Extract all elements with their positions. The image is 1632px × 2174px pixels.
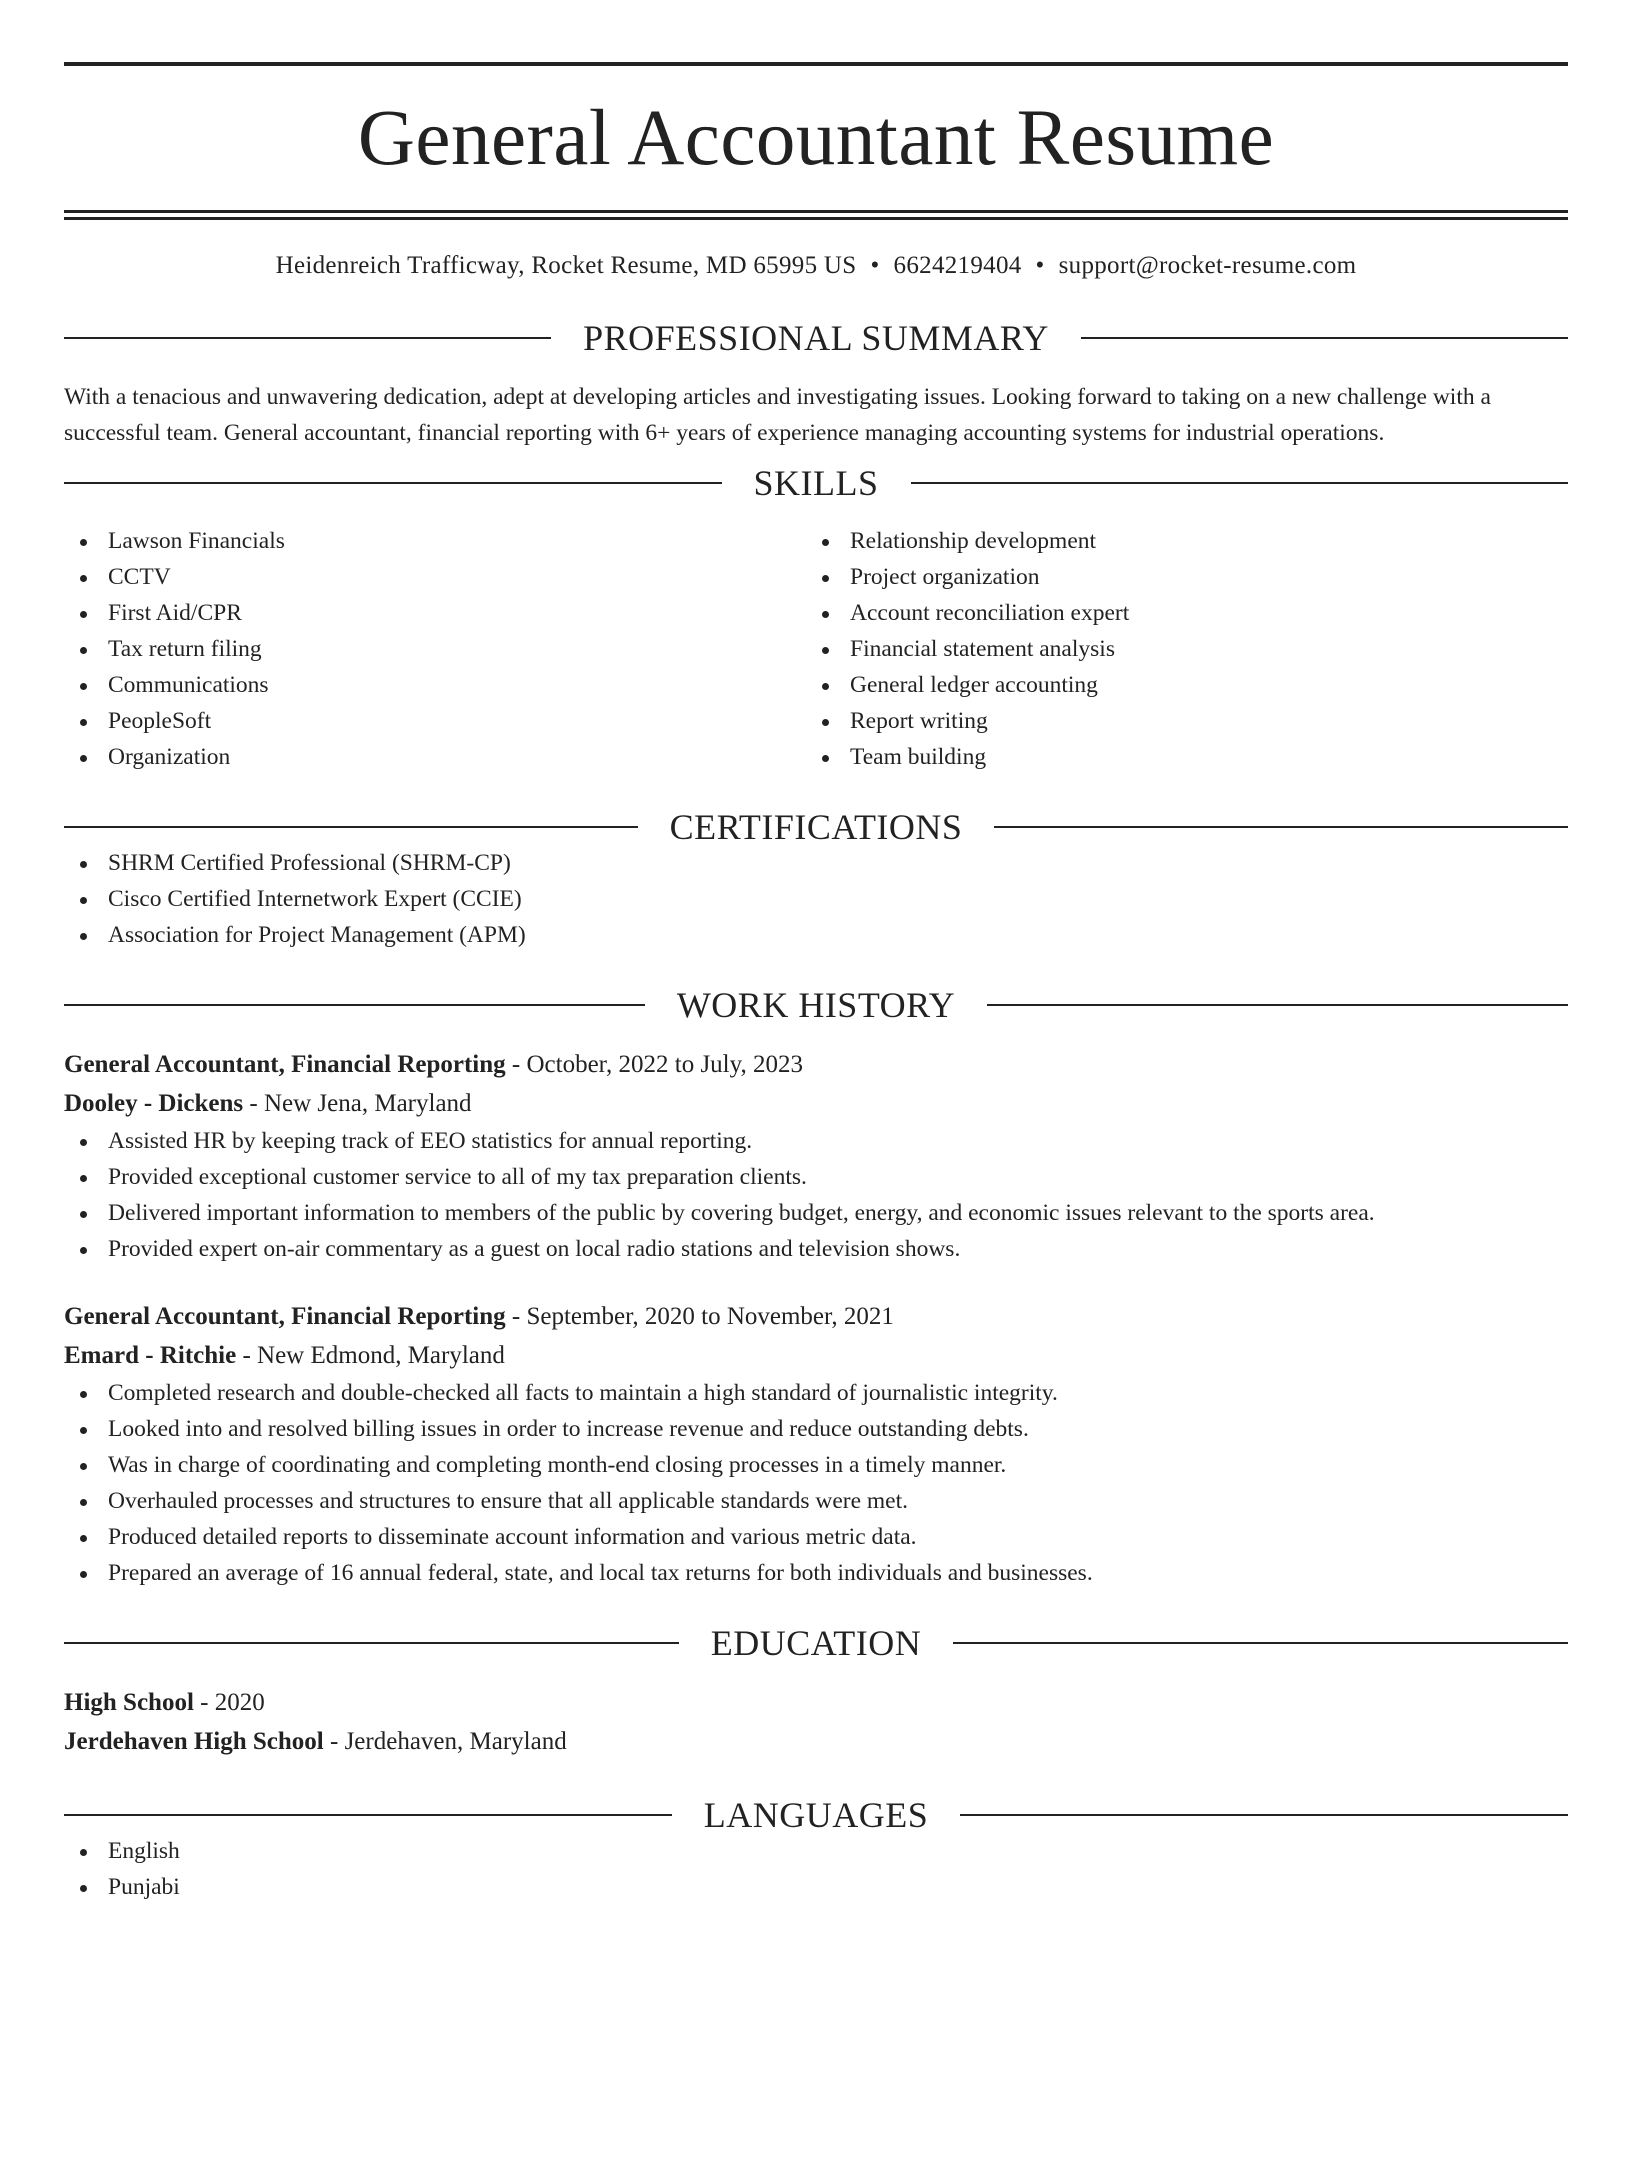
job-bullet: Prepared an average of 16 annual federal, state, and local tax returns for both individuals and businesses.: [64, 1555, 1568, 1591]
job-company-line: [64, 1084, 1568, 1123]
job-bullet: Provided exceptional customer service to all of my tax preparation clients.: [64, 1159, 1568, 1195]
resume-title: General Accountant Resume: [357, 95, 1275, 182]
skill-item: Lawson Financials: [64, 523, 806, 559]
job-dates: - October, 2022 to July, 2023: [505, 1051, 803, 1078]
divider-line: [64, 482, 722, 484]
skill-item: Project organization: [806, 559, 1548, 595]
skills-list-left: [64, 523, 806, 775]
divider-line: [960, 1814, 1568, 1816]
divider-line: [994, 826, 1568, 828]
job-bullet: Was in charge of coordinating and completing month-end closing processes in a timely manner.: [64, 1447, 1568, 1483]
divider-line: [64, 1814, 672, 1816]
job-bullet: Delivered important information to members of the public by covering budget, energy, and economic issues relevant to the sports area.: [64, 1195, 1568, 1231]
skill-item: Tax return filing: [64, 631, 806, 667]
job-bullet: Assisted HR by keeping track of EEO statistics for annual reporting.: [64, 1123, 1568, 1159]
section-title-languages: LANGUAGES: [703, 1795, 929, 1835]
section-header-summary: [64, 320, 1568, 356]
section-header-education: [64, 1625, 1568, 1661]
contact-separator: •: [1035, 252, 1045, 279]
contact-separator: •: [870, 252, 880, 279]
job-title: General Accountant, Financial Reporting: [64, 1303, 506, 1330]
divider-line: [64, 1004, 645, 1006]
job-bullet: Looked into and resolved billing issues in order to increase revenue and reduce outstanding debts.: [64, 1411, 1568, 1447]
section-header-languages: [64, 1797, 1568, 1833]
divider-line: [911, 482, 1569, 484]
education-entry: [64, 1683, 1568, 1761]
title-double-rule: [64, 210, 1568, 220]
education-year: - 2020: [193, 1689, 265, 1716]
job-title: General Accountant, Financial Reporting: [64, 1051, 506, 1078]
education-degree-line: [64, 1683, 1568, 1722]
skill-item: Report writing: [806, 703, 1548, 739]
divider-line: [1081, 337, 1568, 339]
education-school-line: [64, 1722, 1568, 1761]
skill-item: First Aid/CPR: [64, 595, 806, 631]
divider-line: [64, 1642, 679, 1644]
job-title-line: [64, 1297, 1568, 1336]
divider-line: [64, 826, 638, 828]
education-school: Jerdehaven High School: [64, 1728, 324, 1755]
top-rule: [64, 62, 1568, 66]
section-header-work-history: [64, 987, 1568, 1023]
job-location: - New Edmond, Maryland: [236, 1342, 505, 1369]
job-bullet: Provided expert on-air commentary as a guest on local radio stations and television shows.: [64, 1231, 1568, 1267]
contact-address: Heidenreich Trafficway, Rocket Resume, MD 65995 US: [275, 252, 857, 279]
section-header-skills: [64, 465, 1568, 501]
skill-item: Account reconciliation expert: [806, 595, 1548, 631]
skill-item: Team building: [806, 739, 1548, 775]
certifications-list: [64, 845, 1568, 953]
certification-item: SHRM Certified Professional (SHRM-CP): [64, 845, 1568, 881]
summary-text: With a tenacious and unwavering dedication, adept at developing articles and investigating issues. Looking forward to taking on a new challenge with a successful team. General accountant, financial reporting with 6+ years of experience managing accounting systems for industrial operations.: [64, 384, 1491, 446]
languages-list: [64, 1833, 1568, 1905]
section-title-summary: PROFESSIONAL SUMMARY: [583, 318, 1049, 358]
contact-email: support@rocket-resume.com: [1058, 252, 1357, 279]
contact-line: [64, 252, 1568, 280]
job-bullets: [64, 1375, 1568, 1591]
job-company-line: [64, 1336, 1568, 1375]
job-location: - New Jena, Maryland: [243, 1090, 472, 1117]
skill-item: Organization: [64, 739, 806, 775]
job-entry: [64, 1045, 1568, 1267]
education-degree: High School: [64, 1689, 194, 1716]
job-company: Dooley - Dickens: [64, 1090, 244, 1117]
skill-item: Financial statement analysis: [806, 631, 1548, 667]
skills-list-right: [806, 523, 1548, 775]
section-title-certifications: CERTIFICATIONS: [669, 807, 963, 847]
skill-item: Relationship development: [806, 523, 1548, 559]
job-bullet: Overhauled processes and structures to ensure that all applicable standards were met.: [64, 1483, 1568, 1519]
education-location: - Jerdehaven, Maryland: [323, 1728, 567, 1755]
job-bullets: [64, 1123, 1568, 1267]
certification-item: Cisco Certified Internetwork Expert (CCIE): [64, 881, 1568, 917]
language-item: English: [64, 1833, 1568, 1869]
skill-item: Communications: [64, 667, 806, 703]
skill-item: PeopleSoft: [64, 703, 806, 739]
job-bullet: Completed research and double-checked all facts to maintain a high standard of journalistic integrity.: [64, 1375, 1568, 1411]
skill-item: CCTV: [64, 559, 806, 595]
divider-line: [953, 1642, 1568, 1644]
section-title-skills: SKILLS: [753, 463, 879, 503]
resume-page: [0, 62, 1632, 2174]
job-entry: [64, 1297, 1568, 1591]
skill-item: General ledger accounting: [806, 667, 1548, 703]
job-title-line: [64, 1045, 1568, 1084]
divider-line: [987, 1004, 1568, 1006]
section-header-certifications: [64, 809, 1568, 845]
job-company: Emard - Ritchie: [64, 1342, 237, 1369]
job-bullet: Produced detailed reports to disseminate account information and various metric data.: [64, 1519, 1568, 1555]
contact-phone: 6624219404: [893, 252, 1022, 279]
divider-line: [64, 337, 551, 339]
section-title-work-history: WORK HISTORY: [676, 985, 956, 1025]
job-dates: - September, 2020 to November, 2021: [505, 1303, 894, 1330]
certification-item: Association for Project Management (APM): [64, 917, 1568, 953]
section-title-education: EDUCATION: [710, 1623, 922, 1663]
skills-grid: [64, 523, 1568, 775]
language-item: Punjabi: [64, 1869, 1568, 1905]
